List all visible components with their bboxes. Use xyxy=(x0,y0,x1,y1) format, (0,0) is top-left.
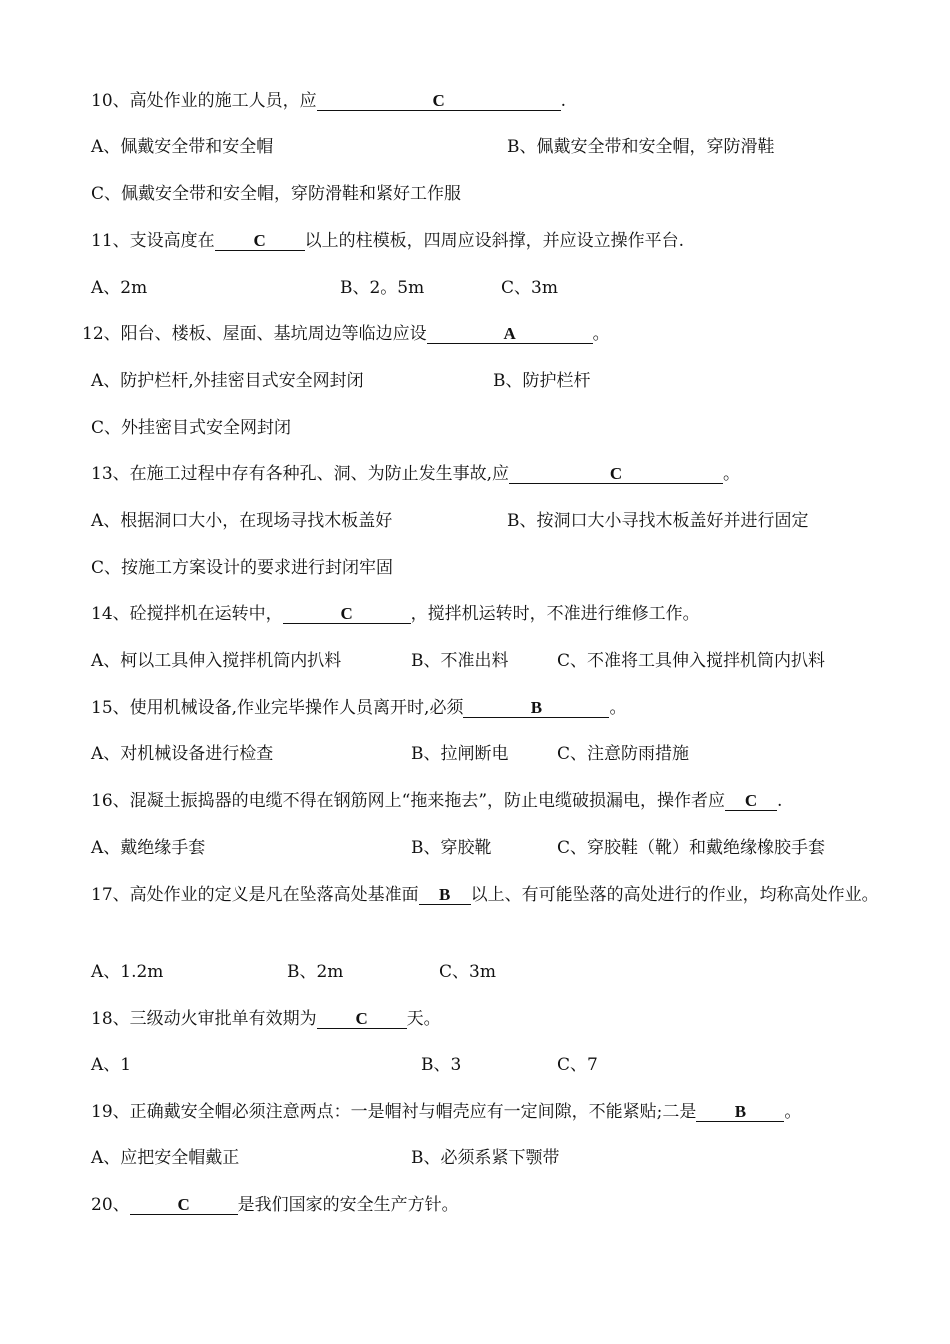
question-18 xyxy=(91,1007,441,1031)
question-text: 正确戴安全帽必须注意两点：一是帽衬与帽壳应有一定间隙，不能紧贴;二是 xyxy=(129,1102,697,1122)
answer-blank xyxy=(696,1103,784,1122)
question-text: 支设高度在 xyxy=(129,231,215,251)
answer-blank xyxy=(317,1010,407,1029)
question-17 xyxy=(91,880,891,910)
answer-blank xyxy=(463,699,609,718)
answer-blank xyxy=(130,1196,238,1215)
option-b: B、必须系紧下颚带 xyxy=(411,1148,560,1168)
answer: C xyxy=(355,1009,368,1028)
question-text-end: 。 xyxy=(609,698,627,718)
question-text: 使用机械设备,作业完毕操作人员离开时,必须 xyxy=(129,698,464,718)
answer: C xyxy=(340,604,353,623)
option-a: A、应把安全帽戴正 xyxy=(91,1148,240,1168)
question-number: 17、 xyxy=(91,885,130,905)
option-b: B、2。5m xyxy=(340,278,425,298)
question-number: 10、 xyxy=(91,91,130,111)
option-b: B、拉闸断电 xyxy=(411,744,509,764)
option-a: A、柯以工具伸入搅拌机筒内扒料 xyxy=(91,651,342,671)
answer-blank xyxy=(427,325,593,344)
option-b: B、2m xyxy=(287,962,344,982)
question-text: 高处作业的施工人员，应 xyxy=(129,91,317,111)
question-12 xyxy=(82,322,610,346)
answer-blank xyxy=(215,232,305,251)
question-14 xyxy=(91,602,700,626)
answer-blank xyxy=(283,605,411,624)
answer: B xyxy=(734,1102,747,1121)
option-c: C、7 xyxy=(557,1055,598,1075)
option-b: B、3 xyxy=(421,1055,462,1075)
option-a: A、戴绝缘手套 xyxy=(91,838,206,858)
answer: A xyxy=(503,324,516,343)
question-text: 砼搅拌机在运转中， xyxy=(129,604,283,624)
option-b: B、按洞口大小寻找木板盖好并进行固定 xyxy=(507,511,809,531)
answer-blank xyxy=(419,886,471,905)
question-20 xyxy=(91,1193,459,1217)
option-a: A、对机械设备进行检查 xyxy=(91,744,274,764)
option-c: C、穿胶鞋（靴）和戴绝缘橡胶手套 xyxy=(557,838,826,858)
option-a: A、2m xyxy=(91,278,148,298)
option-c: C、注意防雨措施 xyxy=(557,744,690,764)
question-number: 20、 xyxy=(91,1195,130,1215)
question-11 xyxy=(91,229,684,253)
option-b: B、不准出料 xyxy=(411,651,509,671)
option-c: C、外挂密目式安全网封闭 xyxy=(91,418,292,438)
question-text: 在施工过程中存有各种孔、洞、为防止发生事故,应 xyxy=(129,464,510,484)
question-15 xyxy=(91,696,626,720)
option-a: A、1 xyxy=(91,1055,132,1075)
option-c: C、按施工方案设计的要求进行封闭牢固 xyxy=(91,558,394,578)
question-number: 13、 xyxy=(91,464,130,484)
option-b: B、穿胶靴 xyxy=(411,838,492,858)
option-c: C、3m xyxy=(501,278,558,298)
option-a: A、防护栏杆,外挂密目式安全网封闭 xyxy=(91,371,364,391)
answer-blank xyxy=(509,465,723,484)
answer: C xyxy=(744,791,758,810)
question-text-end: . xyxy=(777,791,783,811)
question-number: 15、 xyxy=(91,698,130,718)
question-13 xyxy=(91,462,740,486)
answer: C xyxy=(432,91,445,110)
question-text: 三级动火审批单有效期为 xyxy=(129,1009,317,1029)
question-number: 18、 xyxy=(91,1009,130,1029)
question-number: 16、 xyxy=(91,791,130,811)
question-text: 阳台、楼板、屋面、基坑周边等临边应设 xyxy=(120,324,427,344)
question-text-end: 以上的柱模板，四周应设斜撑，并应设立操作平台. xyxy=(304,231,685,251)
question-text-end: 。 xyxy=(592,324,610,344)
option-c: C、不准将工具伸入搅拌机筒内扒料 xyxy=(557,651,826,671)
option-a: A、佩戴安全带和安全帽 xyxy=(91,137,274,157)
answer-blank xyxy=(725,792,777,811)
question-text-end: 以上、有可能坠落的高处进行的作业，均称高处作业。 xyxy=(470,885,879,905)
option-c: C、佩戴安全带和安全帽，穿防滑鞋和紧好工作服 xyxy=(91,184,462,204)
question-19 xyxy=(91,1100,801,1124)
question-text-end: 天。 xyxy=(406,1009,441,1029)
answer: C xyxy=(177,1195,190,1214)
question-text-end: ，搅拌机运转时，不准进行维修工作。 xyxy=(410,604,700,624)
answer-blank xyxy=(317,92,561,111)
question-16 xyxy=(91,789,782,813)
question-number: 11、 xyxy=(91,231,130,251)
answer: C xyxy=(609,464,623,483)
question-10 xyxy=(91,89,566,113)
question-text-end: . xyxy=(560,91,567,111)
question-number: 19、 xyxy=(91,1102,130,1122)
answer: B xyxy=(438,885,451,904)
option-b: B、防护栏杆 xyxy=(493,371,591,391)
question-number: 14、 xyxy=(91,604,130,624)
question-text: 混凝土振捣器的电缆不得在钢筋网上“拖来拖去”，防止电缆破损漏电，操作者应 xyxy=(129,791,726,811)
question-text-end: 。 xyxy=(784,1102,802,1122)
option-b: B、佩戴安全带和安全帽，穿防滑鞋 xyxy=(507,137,775,157)
question-number: 12、 xyxy=(82,324,121,344)
option-c: C、3m xyxy=(439,962,496,982)
question-text-end: 。 xyxy=(723,464,741,484)
question-text: 高处作业的定义是凡在坠落高处基准面 xyxy=(129,885,419,905)
answer: B xyxy=(530,698,543,717)
answer: C xyxy=(253,231,266,250)
option-a: A、根据洞口大小，在现场寻找木板盖好 xyxy=(91,511,393,531)
option-a: A、1.2m xyxy=(91,962,164,982)
question-text-end: 是我们国家的安全生产方针。 xyxy=(237,1195,459,1215)
